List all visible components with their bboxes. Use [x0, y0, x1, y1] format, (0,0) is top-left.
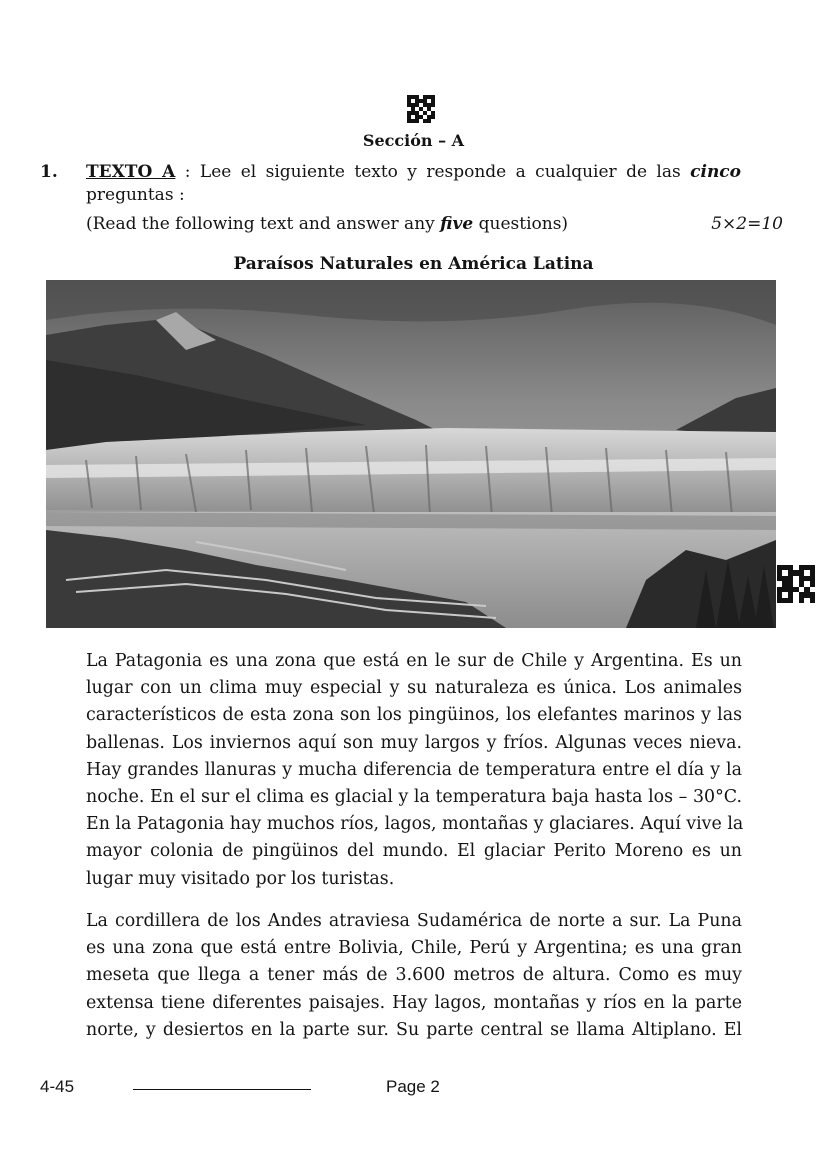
paragraph-line: es una zona que está entre Bolivia, Chile, Perú y Argentina; es una gran: [86, 938, 742, 959]
paragraph-line: Hay grandes llanuras y mucha diferencia de temperatura entre el día y la: [86, 759, 742, 780]
paragraph-line: norte, y desiertos en la parte sur. Su parte central se llama Altiplano. El: [86, 1019, 742, 1040]
english-pre: (Read the following text and answer any: [86, 214, 441, 234]
question-instruction: [86, 162, 741, 182]
qr-code-icon: [777, 565, 815, 603]
paragraph-line: meseta que llega a tener más de 3.600 metros de altura. Como es muy: [86, 965, 742, 986]
text-title: Paraísos Naturales en América Latina: [233, 254, 594, 274]
paragraph-line: característicos de esta zona son los pingüinos, los elefantes marinos y las: [86, 705, 742, 726]
question-label: TEXTO A: [86, 162, 176, 182]
paragraph-line: La Patagonia es una zona que está en le sur de Chile y Argentina. Es un: [86, 651, 742, 671]
english-emphasis: five: [440, 214, 474, 234]
paper-code: 4-45: [40, 1077, 75, 1096]
paragraph-line: noche. En el sur el clima es glacial y la temperatura baja hasta los – 30°C.: [86, 787, 742, 808]
question-english: [86, 214, 568, 234]
paragraph-line: extensa tiene diferentes paisajes. Hay lagos, montañas y ríos en la parte: [86, 992, 742, 1013]
paragraph-line: mayor colonia de pingüinos del mundo. El glaciar Perito Moreno es un: [86, 841, 742, 862]
question-number: 1.: [40, 162, 58, 182]
question-intro-continuation: preguntas :: [86, 185, 185, 205]
section-heading: Sección – A: [362, 131, 465, 150]
paragraph-line: lugar muy visitado por los turistas.: [86, 868, 395, 889]
marks-label: 5×2=10: [711, 214, 783, 234]
english-post: questions): [473, 214, 569, 234]
paragraph-andes: [86, 908, 742, 1044]
paragraph-line: La cordillera de los Andes atraviesa Sudamérica de norte a sur. La Puna: [86, 911, 742, 931]
paragraph-line: lugar con un clima muy especial y su naturaleza es única. Los animales: [86, 678, 742, 699]
qr-code-icon: [407, 95, 435, 123]
paragraph-line: ballenas. Los inviernos aquí son muy largos y fríos. Algunas veces nieva.: [86, 732, 742, 753]
page-number: Page 2: [386, 1077, 440, 1096]
glacier-landscape-photo: [46, 280, 776, 628]
footer-rule: [133, 1089, 311, 1090]
paragraph-line: En la Patagonia hay muchos ríos, lagos, montañas y glaciares. Aquí vive la: [86, 814, 744, 835]
question-intro-emphasis: cinco: [690, 162, 741, 182]
question-intro: : Lee el siguiente texto y responde a cualquier de las: [175, 162, 691, 182]
paragraph-patagonia: [86, 648, 742, 893]
